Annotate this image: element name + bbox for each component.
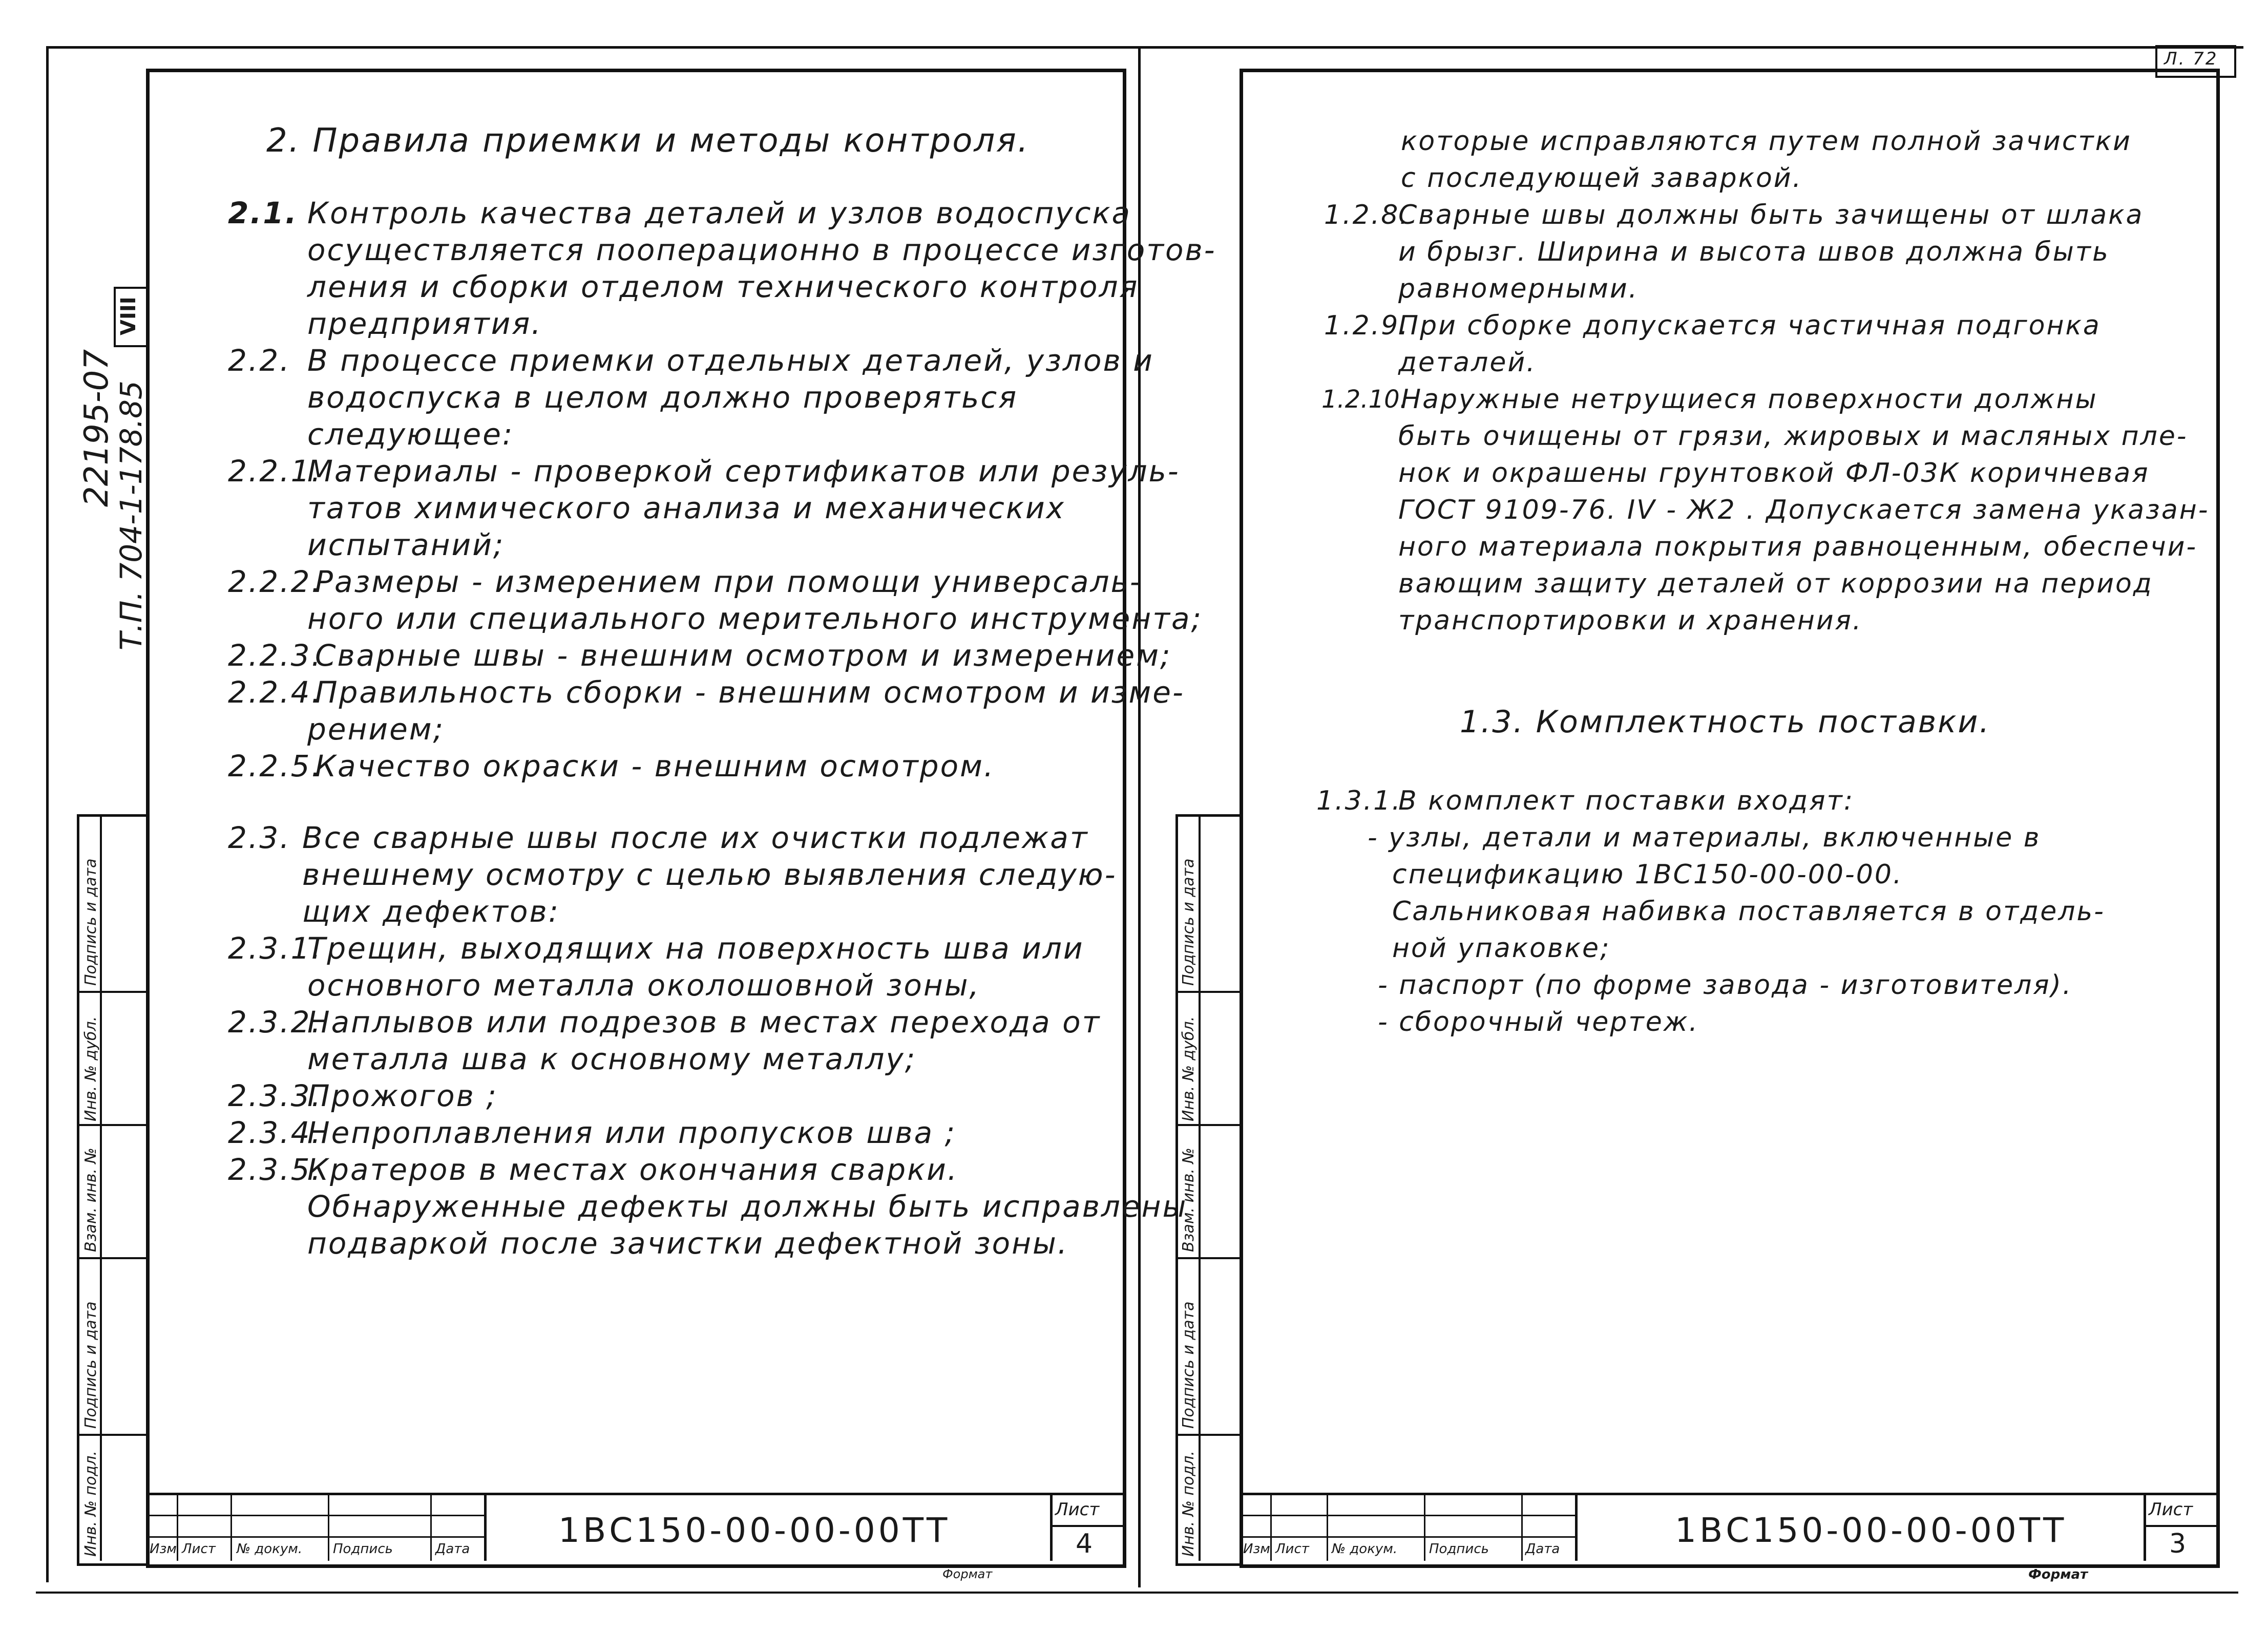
para-line: татов химического анализа и механических xyxy=(307,491,1065,525)
para-line: рением; xyxy=(307,712,445,747)
list-line: Сальниковая набивка поставляется в отдель- xyxy=(1392,896,2105,927)
list-line: спецификацию 1ВС150-00-00-00. xyxy=(1392,859,1903,890)
para-line: Контроль качества деталей и узлов водоспуска xyxy=(307,196,1132,230)
side-col-label: Инв. № дубл. xyxy=(1180,1016,1198,1121)
para-line: Все сварные швы после их очистки подлежат xyxy=(302,820,1089,855)
list-line: - сборочный чертеж. xyxy=(1378,1007,1699,1037)
para-line: водоспуска в целом должно проверяться xyxy=(307,380,1018,415)
list-intro-num: 1.3.1. xyxy=(1316,786,1402,816)
col-label: Дата xyxy=(1525,1541,1560,1557)
title-block-rule xyxy=(146,1493,1123,1495)
para-line: Обнаруженные дефекты должны быть исправлены xyxy=(307,1189,1188,1224)
para-line: подваркой после зачистки дефектной зоны. xyxy=(307,1226,1069,1261)
para-line: Непроплавления или пропусков шва ; xyxy=(307,1115,957,1150)
para-line: Сварные швы - внешним осмотром и измерением; xyxy=(315,638,1172,673)
para-line: вающим защиту деталей от коррозии на период xyxy=(1398,568,2153,599)
section-heading: 2. Правила приемки и методы контроля. xyxy=(266,122,1030,160)
format-label: Формат xyxy=(2028,1567,2088,1582)
para-line: При сборке допускается частичная подгонка xyxy=(1398,310,2101,341)
para-num: 2.1. xyxy=(228,196,298,230)
para-line: Трещин, выходящих на поверхность шва или xyxy=(307,931,1084,966)
title-block-rule xyxy=(1240,1493,2216,1495)
para-line: Прожогов ; xyxy=(307,1078,498,1113)
para-line: В процессе приемки отдельных деталей, узлов и xyxy=(307,343,1154,378)
para-num: 2.2.3. xyxy=(228,638,323,673)
para-num: 2.3.2. xyxy=(228,1005,323,1040)
para-line: нок и окрашены грунтовкой ФЛ-03К коричневая xyxy=(1398,458,2150,489)
stamp-number: 22195-07 xyxy=(78,349,116,507)
page-marker: Л. 72 xyxy=(2164,49,2218,69)
para-num: 2.3. xyxy=(228,820,291,855)
para-line: Наружные нетрущиеся поверхности должны xyxy=(1401,384,2098,415)
para-num: 2.2.4. xyxy=(228,675,323,710)
side-col-label: Подпись и дата xyxy=(1180,1301,1198,1429)
col-label: Изм xyxy=(1243,1541,1270,1557)
para-num: 1.2.8. xyxy=(1324,200,1410,230)
sheet-number: 3 xyxy=(2169,1529,2188,1559)
sheet-number: 4 xyxy=(1076,1529,1095,1559)
continuation-line: с последующей заваркой. xyxy=(1401,163,1803,194)
sheet-label: Лист xyxy=(2149,1499,2193,1520)
format-label: Формат xyxy=(942,1567,993,1581)
para-line: быть очищены от грязи, жировых и масляных пле- xyxy=(1398,421,2188,452)
para-num: 1.2.9. xyxy=(1324,310,1410,341)
para-line: Сварные швы должны быть зачищены от шлака xyxy=(1398,200,2144,230)
col-label: Подпись xyxy=(333,1541,393,1557)
list-line: - узлы, детали и материалы, включенные в xyxy=(1368,822,2041,853)
para-num: 2.2.5. xyxy=(228,749,323,783)
stamp-project: Т.П. 704-1-178.85 xyxy=(114,380,149,650)
sheet-label: Лист xyxy=(1055,1499,1100,1520)
side-col-label: Подпись и дата xyxy=(82,858,100,986)
section-heading: 1.3. Комплектность поставки. xyxy=(1460,704,1991,740)
side-col-label: Подпись и дата xyxy=(82,1301,100,1429)
para-num: 2.3.3. xyxy=(228,1078,323,1113)
col-label: Изм xyxy=(150,1541,177,1557)
para-line: металла шва к основному металлу; xyxy=(307,1042,917,1076)
para-line: равномерными. xyxy=(1398,273,1639,304)
side-col-label: Взам. инв. № xyxy=(82,1148,100,1252)
para-line: ного или специального мерительного инструмента; xyxy=(307,601,1203,636)
para-line: щих дефектов: xyxy=(302,894,560,929)
para-num: 2.3.1. xyxy=(228,931,323,966)
para-line: внешнему осмотру с целью выявления следую- xyxy=(302,857,1117,892)
col-label: Лист xyxy=(182,1541,216,1557)
para-line: испытаний; xyxy=(307,527,505,562)
list-intro-text: В комплект поставки входят: xyxy=(1398,786,1855,816)
list-line: ной упаковке; xyxy=(1392,933,1611,964)
continuation-line: которые исправляются путем полной зачистки xyxy=(1401,126,2132,157)
document-code: 1ВС150-00-00-00ТТ xyxy=(558,1511,951,1550)
para-line: предприятия. xyxy=(307,306,542,341)
document-code: 1ВС150-00-00-00ТТ xyxy=(1675,1511,2067,1550)
para-line: ления и сборки отделом технического контроля xyxy=(307,269,1139,304)
para-num: 2.3.5. xyxy=(228,1152,323,1187)
para-num: 1.2.10. xyxy=(1321,385,1408,414)
side-col-label: Подпись и дата xyxy=(1180,858,1198,986)
col-label: Дата xyxy=(435,1541,470,1557)
para-line: транспортировки и хранения. xyxy=(1398,605,1863,636)
col-label: Лист xyxy=(1275,1541,1309,1557)
para-line: ного материала покрытия равноценным, обеспечи- xyxy=(1398,532,2198,562)
para-line: Наплывов или подрезов в местах перехода от xyxy=(307,1005,1101,1040)
para-line: Качество окраски - внешним осмотром. xyxy=(315,749,995,783)
side-col-label: Инв. № дубл. xyxy=(82,1016,100,1121)
para-line: Размеры - измерением при помощи универсаль- xyxy=(315,564,1142,599)
para-num: 2.3.4. xyxy=(228,1115,323,1150)
col-label: Подпись xyxy=(1429,1541,1489,1557)
col-label: № докум. xyxy=(1332,1541,1398,1557)
para-line: Материалы - проверкой сертификатов или резуль- xyxy=(307,454,1180,489)
para-line: и брызг. Ширина и высота швов должна быть xyxy=(1398,237,2110,267)
para-line: ГОСТ 9109-76. IV - Ж2 . Допускается замена указан- xyxy=(1398,495,2210,525)
side-col-label: Инв. № подл. xyxy=(1180,1451,1198,1557)
para-line: Кратеров в местах окончания сварки. xyxy=(307,1152,959,1187)
stamp-album: VIII xyxy=(117,296,140,335)
para-line: следующее: xyxy=(307,417,514,452)
para-num: 2.2.1. xyxy=(228,454,323,489)
col-label: № докум. xyxy=(237,1541,303,1557)
para-line: деталей. xyxy=(1398,347,1537,378)
side-col-label: Инв. № подл. xyxy=(82,1451,100,1557)
para-line: осуществляется пооперационно в процессе изготов- xyxy=(307,232,1216,267)
side-col-label: Взам. инв. № xyxy=(1180,1148,1198,1252)
para-line: Правильность сборки - внешним осмотром и изме- xyxy=(315,675,1185,710)
para-num: 2.2.2. xyxy=(228,564,323,599)
para-num: 2.2. xyxy=(228,343,291,378)
para-line: основного металла околошовной зоны, xyxy=(307,968,980,1003)
list-line: - паспорт (по форме завода - изготовителя). xyxy=(1378,970,2073,1001)
